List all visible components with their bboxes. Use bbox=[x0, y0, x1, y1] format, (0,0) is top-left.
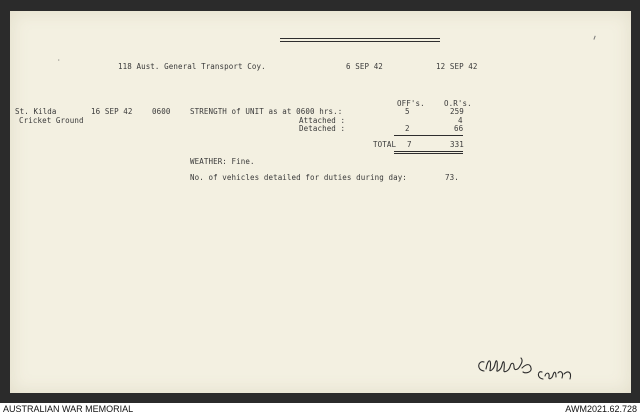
col-header-other-ranks: O.R's. bbox=[444, 99, 472, 108]
footer-bar bbox=[0, 403, 640, 416]
place-line-1: St. Kilda bbox=[15, 107, 57, 116]
period-start: 6 SEP 42 bbox=[346, 62, 383, 71]
total-other-ranks: 331 bbox=[450, 140, 464, 149]
strength-label: STRENGTH of UNIT as at 0600 hrs.: bbox=[190, 107, 343, 116]
total-officers: 7 bbox=[407, 140, 412, 149]
place-line-2: Cricket Ground bbox=[19, 116, 84, 125]
strength-officers: 5 bbox=[405, 107, 410, 116]
strength-other-ranks: 259 bbox=[450, 107, 464, 116]
period-end: 12 SEP 42 bbox=[436, 62, 478, 71]
total-double-rule-lower bbox=[394, 153, 463, 154]
entry-time: 0600 bbox=[152, 107, 171, 116]
footer-institution: AUSTRALIAN WAR MEMORIAL bbox=[3, 404, 134, 414]
entry-date: 16 SEP 42 bbox=[91, 107, 133, 116]
top-double-rule-upper bbox=[280, 38, 440, 39]
total-label: TOTAL bbox=[373, 140, 397, 149]
detached-other-ranks: 66 bbox=[454, 124, 464, 133]
weather-line: WEATHER: Fine. bbox=[190, 157, 255, 166]
attached-label: Attached : bbox=[299, 116, 346, 125]
unit-title: 118 Aust. General Transport Coy. bbox=[118, 62, 266, 71]
col-header-officers: OFF's. bbox=[397, 99, 425, 108]
vehicles-label: No. of vehicles detailed for duties during day: bbox=[190, 173, 407, 182]
handwritten-signature bbox=[476, 350, 586, 384]
vehicles-value: 73. bbox=[445, 173, 459, 182]
footer-accession-number: AWM2021.62.728 bbox=[565, 404, 637, 414]
top-double-rule-lower bbox=[280, 41, 440, 42]
margin-dot: · bbox=[57, 57, 61, 64]
total-rule bbox=[394, 135, 463, 136]
detached-officers: 2 bbox=[405, 124, 410, 133]
attached-other-ranks: 4 bbox=[458, 116, 463, 125]
total-double-rule-upper bbox=[394, 151, 463, 152]
detached-label: Detached : bbox=[299, 124, 346, 133]
war-diary-sheet bbox=[10, 11, 631, 393]
